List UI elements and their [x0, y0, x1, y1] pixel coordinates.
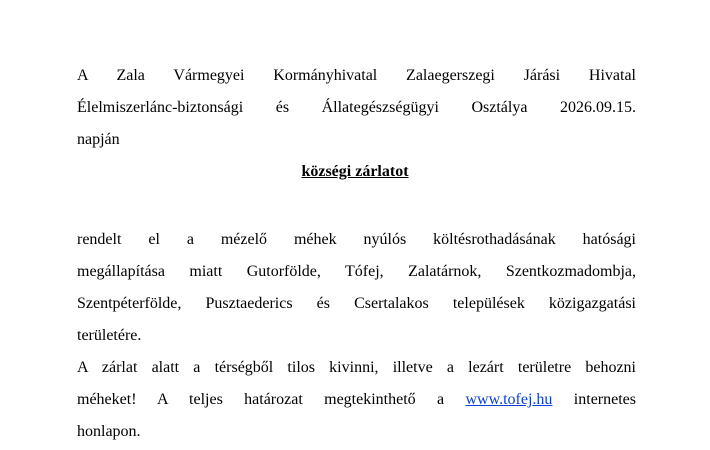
notice-line-2 — [77, 384, 636, 416]
intro-line-1: A Zala Vármegyei Kormányhivatal Zalaegerszegi Járási Hivatal — [77, 67, 636, 84]
notice-line-2-tail: internetes — [573, 391, 636, 408]
intro-line-2: Élelmiszerlánc-biztonsági és Állategészségügyi Osztálya 2026.09.15. — [77, 99, 636, 116]
notice-line-2-text: méheket! A teljes határozat megtekinthető a — [77, 391, 445, 408]
decree-paragraph — [77, 224, 636, 352]
intro-line-3: napján — [77, 131, 120, 148]
decree-line-1: rendelt el a mézelő méhek nyúlós költésrothadásának hatósági — [77, 231, 636, 248]
notice-paragraph — [77, 352, 636, 448]
notice-line-1: A zárlat alatt a térségből tilos kivinni, illetve a lezárt területre behozni — [77, 359, 636, 376]
intro-paragraph — [77, 60, 636, 156]
decree-line-3: Szentpéterfölde, Pusztaederics és Csertalakos települések közigazgatási — [77, 295, 636, 312]
notice-line-3: honlapon. — [77, 423, 141, 440]
decree-line-4: területére. — [77, 327, 142, 344]
decree-line-2: megállapítása miatt Gutorfölde, Tófej, Zalatárnok, Szentkozmadombja, — [77, 263, 636, 280]
website-link[interactable]: www.tofej.hu — [465, 391, 553, 408]
closure-heading: községi zárlatot — [301, 163, 409, 180]
